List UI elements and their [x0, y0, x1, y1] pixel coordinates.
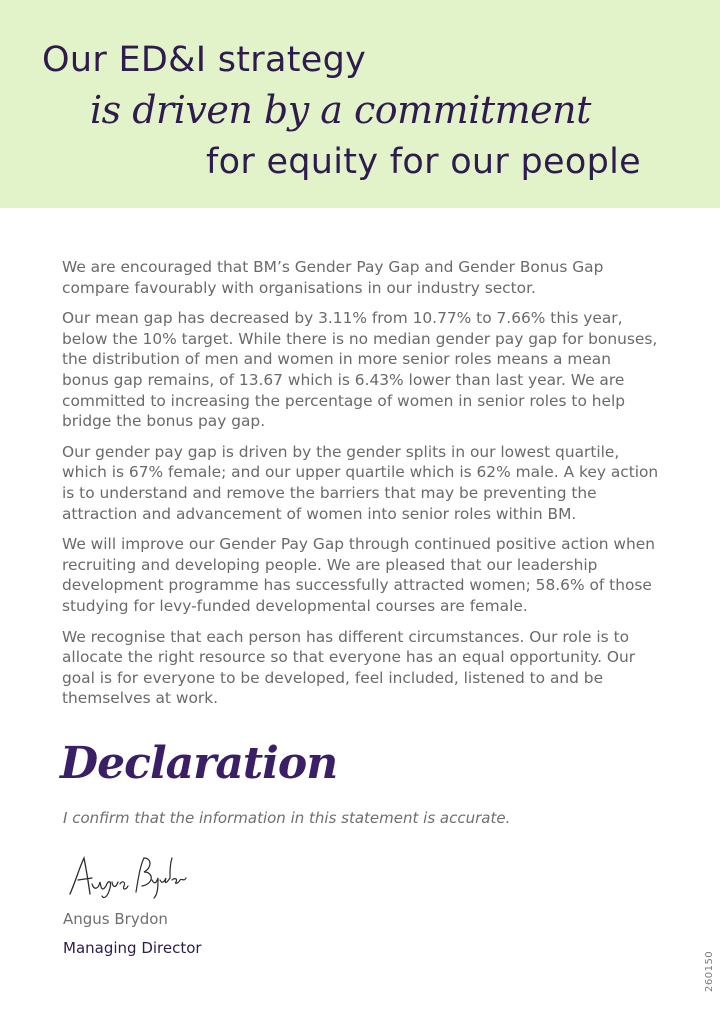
paragraph: We will improve our Gender Pay Gap through continued positive action when recruiting and developing people. We are pleased that our leadership development programme has successfully attracted women; 58.6% of those studying for levy-funded developmental courses are female. — [62, 535, 655, 615]
signatory-role: Managing Director — [63, 939, 202, 957]
header-banner — [0, 0, 720, 208]
paragraph: Our gender pay gap is driven by the gender splits in our lowest quartile, which is 67% female; and our upper quartile which is 62% male. A key action is to understand and remove the barriers that may be preventing the attraction and advancement of women into senior roles within BM. — [62, 442, 659, 523]
heading-line-3: for equity for our people — [206, 142, 641, 182]
heading-line-1: Our ED&I strategy — [42, 40, 367, 80]
paragraph: Our mean gap has decreased by 3.11% from 10.77% to 7.66% this year, below the 10% target. While there is no median gender pay gap for bonuses, the distribution of men and women in more senior roles means a mean bonus gap remains, of 13.67 which is 6.43% lower than last year. We are committed to increasing the percentage of women in senior roles to help bridge the bonus pay gap. — [62, 309, 658, 431]
signatory-name: Angus Brydon — [63, 910, 168, 928]
paragraph: We are encouraged that BM’s Gender Pay Gap and Gender Bonus Gap compare favourably with organisations in our industry sector. — [62, 258, 604, 297]
body-text — [62, 257, 662, 719]
paragraph: We recognise that each person has different circumstances. Our role is to allocate the right resource so that everyone has an equal opportunity. Our goal is for everyone to be developed, feel included, listened to and be themselves at work. — [62, 627, 636, 708]
declaration-statement: I confirm that the information in this statement is accurate. — [63, 809, 511, 827]
heading-line-2-script: is driven by a commitment — [90, 88, 591, 132]
document-code: 260150 — [704, 950, 715, 992]
declaration-title: Declaration — [60, 738, 338, 789]
signature-image — [66, 850, 196, 902]
